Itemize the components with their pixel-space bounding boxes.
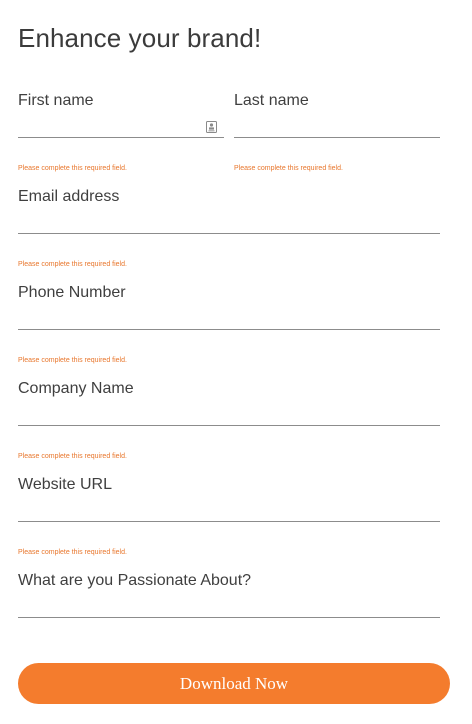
phone-input[interactable] bbox=[18, 306, 440, 330]
company-field bbox=[18, 380, 440, 470]
email-field bbox=[18, 188, 440, 278]
website-input[interactable] bbox=[18, 498, 440, 522]
company-input[interactable] bbox=[18, 402, 440, 426]
email-error: Please complete this required field. bbox=[18, 261, 127, 268]
phone-field bbox=[18, 284, 440, 374]
contact-card-icon[interactable] bbox=[206, 120, 217, 132]
email-label: Email address bbox=[18, 188, 120, 205]
passion-field bbox=[18, 572, 440, 632]
passion-label: What are you Passionate About? bbox=[18, 572, 252, 589]
signup-form bbox=[18, 0, 450, 724]
form-title: Enhance your brand! bbox=[18, 23, 262, 53]
first-name-input[interactable] bbox=[18, 114, 224, 138]
phone-label: Phone Number bbox=[18, 284, 126, 301]
website-field bbox=[18, 476, 440, 566]
last-name-error: Please complete this required field. bbox=[234, 165, 343, 172]
company-error: Please complete this required field. bbox=[18, 453, 127, 460]
phone-error: Please complete this required field. bbox=[18, 357, 127, 364]
company-label: Company Name bbox=[18, 380, 134, 397]
last-name-field bbox=[234, 92, 440, 182]
first-name-field bbox=[18, 92, 224, 182]
download-now-button[interactable]: Download Now bbox=[18, 663, 450, 704]
last-name-label: Last name bbox=[234, 92, 309, 109]
first-name-error: Please complete this required field. bbox=[18, 165, 127, 172]
website-error: Please complete this required field. bbox=[18, 549, 127, 556]
last-name-input[interactable] bbox=[234, 114, 440, 138]
email-input[interactable] bbox=[18, 210, 440, 234]
first-name-label: First name bbox=[18, 92, 94, 109]
website-label: Website URL bbox=[18, 476, 112, 493]
passion-input[interactable] bbox=[18, 594, 440, 618]
